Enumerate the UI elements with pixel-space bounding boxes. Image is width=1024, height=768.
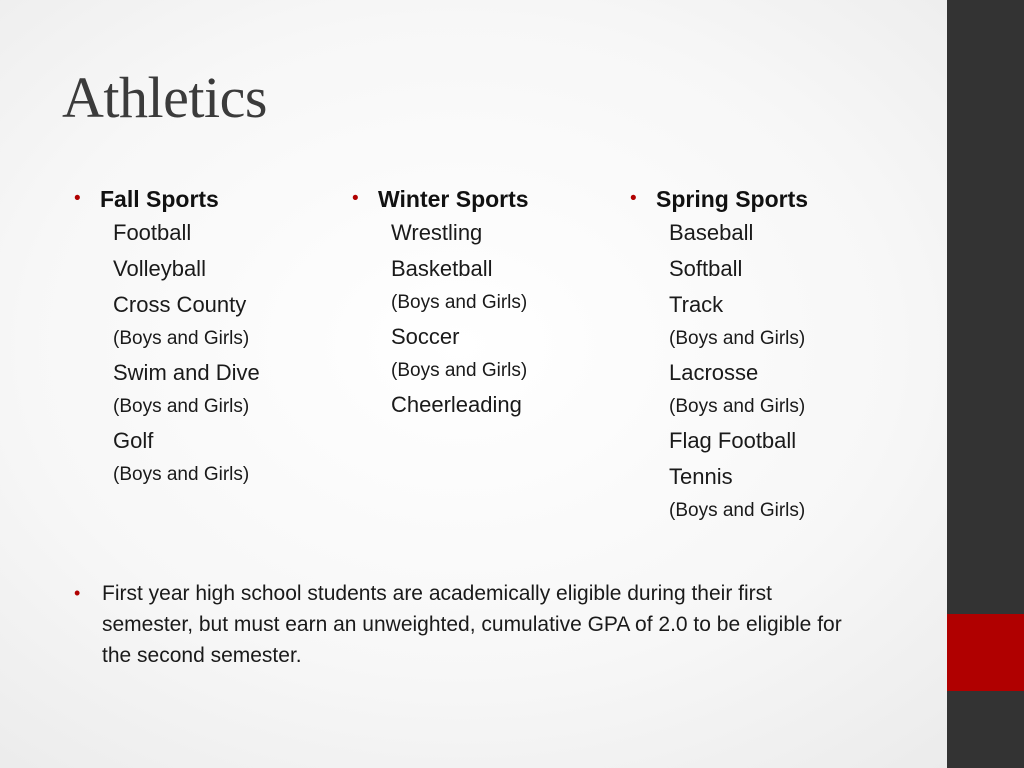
sport-item: Track — [669, 292, 724, 317]
bullet-icon: • — [74, 583, 81, 603]
sport-item: Baseball — [669, 220, 754, 245]
sport-item: Swim and Dive — [113, 360, 260, 385]
sport-item: Flag Football — [669, 428, 797, 453]
spring-sports-column — [628, 183, 808, 527]
sport-qualifier: (Boys and Girls) — [391, 292, 528, 313]
sport-item: Cheerleading — [391, 392, 522, 417]
sport-item: Basketball — [391, 256, 493, 281]
winter-sports-list — [350, 215, 529, 423]
bullet-icon: • — [74, 188, 81, 209]
sport-item: Lacrosse — [669, 360, 759, 385]
spring-sports-list — [628, 215, 808, 527]
fall-sports-heading-row — [72, 183, 260, 215]
sport-item: Cross County — [113, 292, 247, 317]
sport-qualifier: (Boys and Girls) — [669, 500, 806, 521]
sidebar-accent-block — [947, 614, 1024, 691]
sport-qualifier: (Boys and Girls) — [669, 328, 806, 349]
sport-item: Soccer — [391, 324, 460, 349]
sport-item: Golf — [113, 428, 154, 453]
fall-sports-list — [72, 215, 260, 491]
spring-sports-heading: Spring Sports — [656, 186, 809, 212]
sport-qualifier: (Boys and Girls) — [391, 360, 528, 381]
bullet-icon: • — [352, 188, 359, 209]
fall-sports-column — [72, 183, 260, 491]
sport-item: Tennis — [669, 464, 733, 489]
slide-title: Athletics — [62, 65, 267, 130]
winter-sports-heading-row — [350, 183, 529, 215]
sport-item: Volleyball — [113, 256, 206, 281]
sport-item: Softball — [669, 256, 743, 281]
winter-sports-heading: Winter Sports — [378, 186, 529, 212]
bullet-icon: • — [630, 188, 637, 209]
sport-qualifier: (Boys and Girls) — [113, 464, 250, 485]
eligibility-note-text: First year high school students are academically eligible during their first semester, but must earn an unweighted, cumulative GPA of 2.0 to be eligible for the second semester. — [102, 582, 842, 667]
sport-qualifier: (Boys and Girls) — [669, 396, 806, 417]
sport-qualifier: (Boys and Girls) — [113, 396, 250, 417]
spring-sports-heading-row — [628, 183, 808, 215]
eligibility-note — [72, 578, 842, 671]
fall-sports-heading: Fall Sports — [100, 186, 219, 212]
sport-qualifier: (Boys and Girls) — [113, 328, 250, 349]
sport-item: Football — [113, 220, 192, 245]
sport-item: Wrestling — [391, 220, 483, 245]
winter-sports-column — [350, 183, 529, 423]
